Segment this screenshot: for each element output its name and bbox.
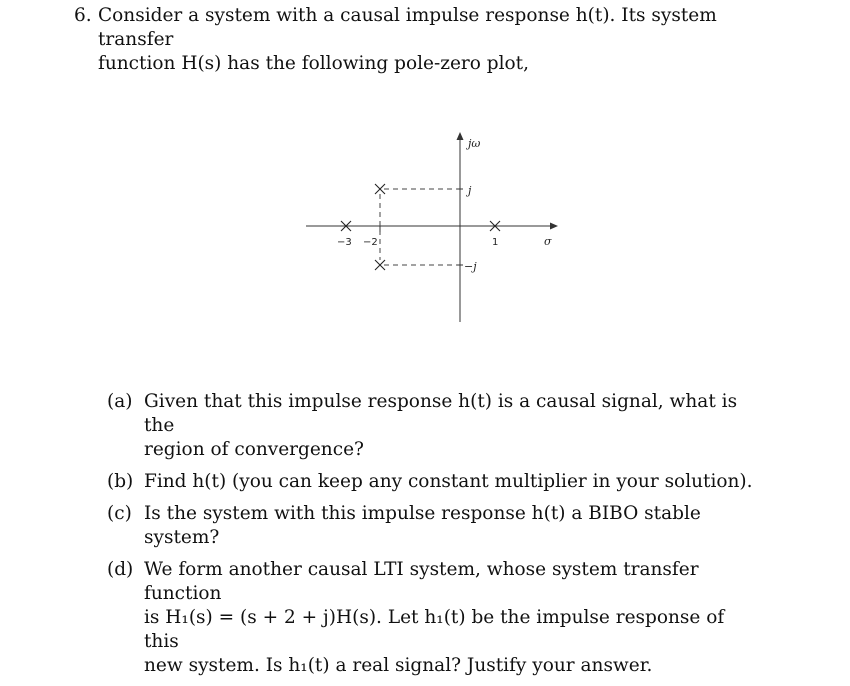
part-line: Given that this impulse response h(t) is a causal signal, what is the [144, 391, 738, 436]
part-line: We form another causal LTI system, whose system transfer function [144, 559, 699, 604]
part-line: is H₁(s) = (s + 2 + j)H(s). Let h₁(t) be the impulse response of this [144, 607, 725, 652]
part-label: (a) [107, 391, 133, 412]
part-d [107, 558, 757, 678]
pole-mark-neg2-plus-j [375, 184, 385, 194]
part-body [144, 470, 757, 494]
problem-parts [107, 390, 757, 686]
part-body [144, 558, 757, 678]
part-body [144, 390, 757, 462]
tick-label-j: j [468, 184, 472, 197]
imag-axis-label: jω [468, 137, 481, 150]
tick-label-pos1: 1 [492, 237, 499, 248]
part-line: region of convergence? [144, 439, 364, 460]
part-c [107, 502, 757, 550]
problem-statement [74, 4, 774, 76]
problem-line-1: Consider a system with a causal impulse response h(t). Its system transfer [98, 5, 717, 50]
part-line: Find h(t) (you can keep any constant multiplier in your solution). [144, 471, 753, 492]
part-body [144, 502, 757, 550]
imag-axis-arrow [457, 132, 464, 140]
problem-line-2: function H(s) has the following pole-zero plot, [98, 53, 529, 74]
problem-text [98, 4, 774, 76]
tick-label-neg3: −3 [337, 237, 352, 248]
part-line: Is the system with this impulse response h(t) a BIBO stable system? [144, 503, 701, 548]
part-line: new system. Is h₁(t) a real signal? Justify your answer. [144, 655, 653, 676]
part-label: (b) [107, 471, 134, 492]
part-b [107, 470, 757, 494]
real-axis-arrow [550, 223, 558, 230]
problem-number: 6. [74, 5, 92, 26]
real-axis-label: σ [544, 235, 552, 248]
part-a [107, 390, 757, 462]
tick-label-neg2: −2 [363, 237, 378, 248]
part-label: (c) [107, 503, 132, 524]
part-label: (d) [107, 559, 134, 580]
tick-label-minus-j: −j [464, 260, 477, 273]
pole-zero-plot [300, 128, 570, 328]
pole-mark-neg2-minus-j [375, 260, 385, 270]
